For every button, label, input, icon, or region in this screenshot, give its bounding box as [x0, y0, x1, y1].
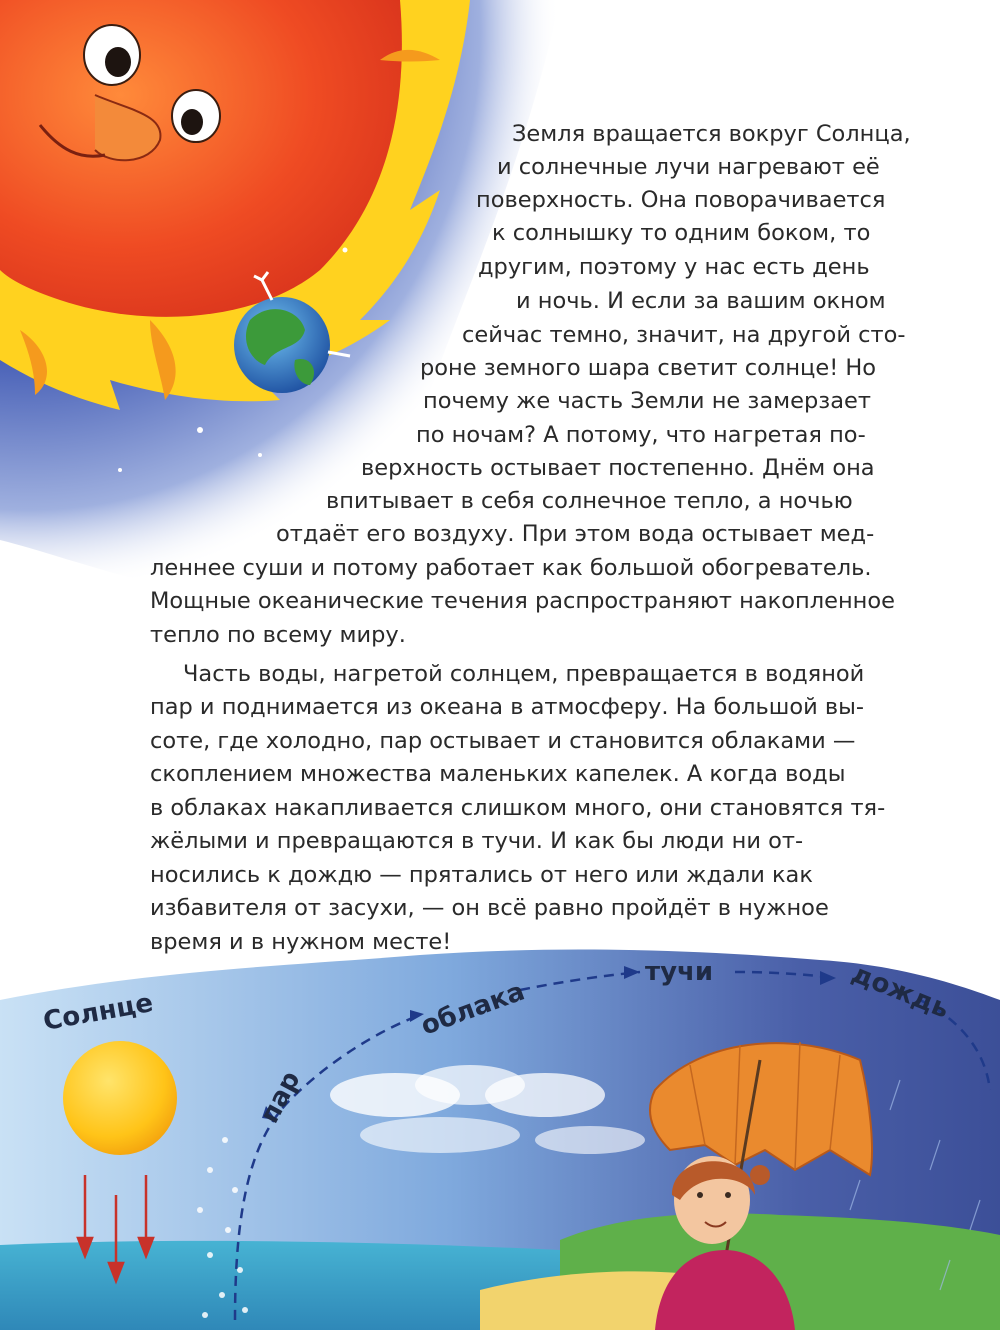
text-line: другим, поэтому у нас есть день [478, 254, 870, 280]
text-line: избавителя от засухи, — он всё равно пройдёт в нужное [150, 895, 829, 921]
text-line: тепло по всему миру. [150, 622, 406, 648]
text-line: жёлыми и превращаются в тучи. И как бы люди ни от- [150, 828, 804, 854]
text-line: поверхность. Она поворачивается [476, 187, 886, 213]
text-line: сейчас темно, значит, на другой сто- [462, 322, 906, 348]
text-line: верхность остывает постепенно. Днём она [361, 455, 875, 481]
text-line: время и в нужном месте! [150, 929, 452, 955]
text-line: Мощные океанические течения распространяют накопленное [150, 588, 895, 614]
text-line: и ночь. И если за вашим окном [516, 288, 886, 314]
text-line: по ночам? А потому, что нагретая по- [416, 422, 866, 448]
label-rain: дождь [847, 958, 954, 1025]
label-sun: Солнце [41, 988, 156, 1037]
text-line: Земля вращается вокруг Солнца, [512, 121, 911, 147]
text-line: в облаках накапливается слишком много, они становятся тя- [150, 795, 886, 821]
text-line: почему же часть Земли не замерзает [423, 388, 871, 414]
text-line: впитывает в себя солнечное тепло, а ночью [326, 488, 853, 514]
text-line: и солнечные лучи нагревают её [497, 154, 880, 180]
label-vapor: пар [254, 1066, 307, 1129]
label-clouds: облака [417, 976, 529, 1042]
label-stormclouds: тучи [645, 957, 714, 987]
text-line: пар и поднимается из океана в атмосферу. На большой вы- [150, 694, 865, 720]
text-line: носились к дождю — прятались от него или ждали как [150, 862, 813, 888]
text-line: леннее суши и потому работает как большой обогреватель. [150, 555, 872, 581]
text-line: роне земного шара светит солнце! Но [420, 355, 877, 381]
text-line: соте, где холодно, пар остывает и становится облаками — [150, 728, 856, 754]
text-line: к солнышку то одним боком, то [492, 220, 871, 246]
text-line: скоплением множества маленьких капелек. А когда воды [150, 761, 846, 787]
text-line: отдаёт его воздуху. При этом вода остывает мед- [276, 521, 875, 547]
text-line: Часть воды, нагретой солнцем, превращается в водяной [183, 661, 865, 687]
